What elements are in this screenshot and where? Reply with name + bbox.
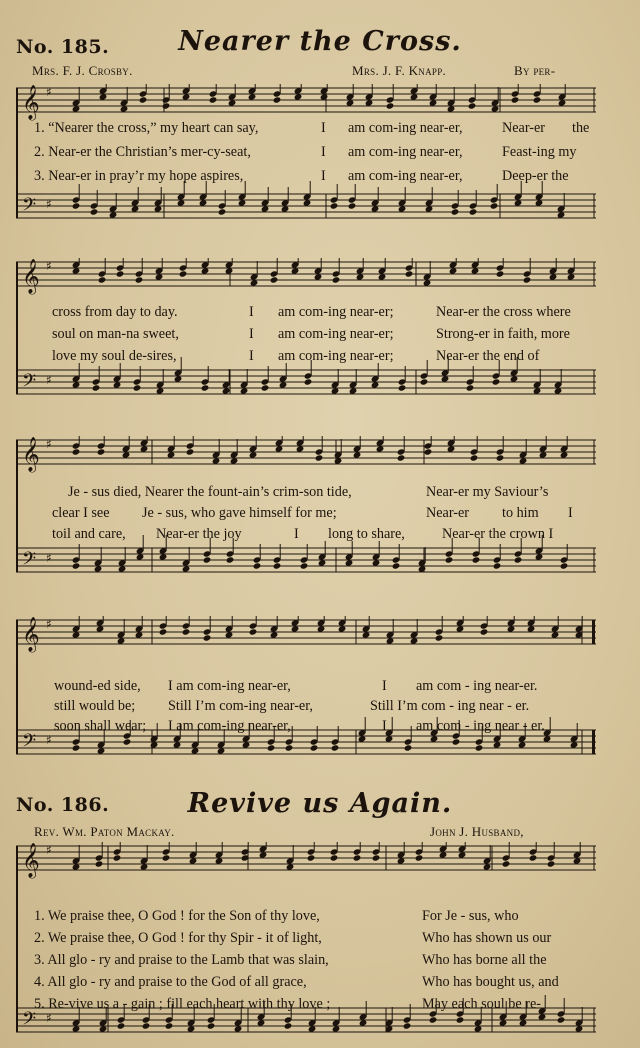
lyric-segment: am com-ing near-er;: [278, 326, 394, 342]
lyric-segment: Near-er: [502, 120, 546, 136]
composer-credit: Mrs. J. F. Knapp.: [352, 63, 447, 78]
lyric-segment: Deep-er the: [502, 168, 569, 184]
lyric-segment: cross from day to day.: [52, 304, 178, 320]
lyric-line: [16, 718, 596, 736]
lyric-segment: Who has borne all the: [422, 952, 547, 968]
lyric-segment: am com-ing near-er,: [348, 144, 463, 160]
sharp-icon: ♯: [46, 85, 52, 99]
lyric-segment: am com - ing near - er.: [416, 718, 545, 734]
lyric-segment: I: [321, 120, 326, 136]
lyric-segment: Still I’m com - ing near - er.: [370, 698, 530, 714]
lyric-segment: am com-ing near-er;: [278, 304, 394, 320]
lyric-segment: Still I’m com-ing near-er,: [168, 698, 313, 714]
music-system-1: [16, 84, 596, 224]
sharp-icon: ♯: [46, 617, 52, 631]
sharp-icon: ♯: [46, 733, 52, 747]
lyric-line: [16, 952, 596, 970]
lyric-segment: soon shall wear;: [54, 718, 147, 734]
lyric-segment: 4. All glo - ry and praise to the God of all grace,: [34, 974, 307, 990]
hymn-title: Nearer the Cross.: [178, 26, 462, 57]
bass-clef-icon: 𝄢: [22, 371, 37, 396]
lyric-segment: am com-ing near-er,: [348, 120, 463, 136]
lyric-segment: toil and care,: [52, 526, 126, 542]
lyric-segment: clear I see: [52, 505, 110, 521]
lyric-segment: Who has shown us our: [422, 930, 552, 946]
lyric-segment: to him: [502, 505, 539, 521]
sharp-icon: ♯: [46, 437, 52, 451]
lyric-segment: May each soul be re-: [422, 996, 541, 1012]
lyric-line: [16, 505, 596, 523]
treble-clef-icon: 𝄞: [22, 259, 40, 294]
lyric-segment: I am com-ing near-er,: [168, 718, 291, 734]
lyric-line: [16, 526, 596, 544]
treble-clef-icon: 𝄞: [22, 85, 40, 120]
hymn-186-header: [0, 786, 640, 826]
lyric-segment: Near-er the cross where: [436, 304, 571, 320]
music-system-2: [16, 258, 596, 408]
lyric-segment: long to share,: [328, 526, 405, 542]
sharp-icon: ♯: [46, 1011, 52, 1025]
sharp-icon: ♯: [46, 259, 52, 273]
lyric-line: [16, 698, 596, 716]
treble-clef-icon: 𝄞: [22, 617, 40, 652]
lyric-segment: love my soul de-sires,: [52, 348, 177, 364]
lyric-segment: For Je - sus, who: [422, 908, 519, 924]
lyric-segment: I: [249, 326, 254, 342]
lyric-segment: 1. We praise thee, O God ! for the Son of thy love,: [34, 908, 320, 924]
music-system-4: [16, 616, 596, 766]
lyric-segment: Near-er the end of: [436, 348, 540, 364]
lyric-segment: Near-er my Saviour’s: [426, 484, 549, 500]
lyric-segment: soul on man-na sweet,: [52, 326, 179, 342]
author-credit: Rev. Wm. Paton Mackay.: [34, 824, 175, 839]
lyric-segment: 1. “Nearer the cross,” my heart can say,: [34, 120, 259, 136]
lyric-segment: Near-er: [426, 505, 470, 521]
lyric-line: [16, 678, 596, 696]
lyric-line: [16, 908, 596, 926]
lyric-segment: 3. Near-er in pray’r my hope aspires,: [34, 168, 244, 184]
lyric-segment: 2. We praise thee, O God ! for thy Spir - it of light,: [34, 930, 322, 946]
lyric-segment: the: [572, 120, 590, 136]
lyric-line: [16, 348, 596, 366]
hymn-number: No. 186.: [16, 794, 110, 816]
lyric-segment: Strong-er in faith, more: [436, 326, 570, 342]
treble-clef-icon: 𝄞: [22, 437, 40, 472]
lyric-line: [16, 326, 596, 344]
hymn-title: Revive us Again.: [187, 788, 453, 819]
lyric-segment: Feast-ing my: [502, 144, 577, 160]
composer-credit: John J. Husband,: [430, 824, 524, 839]
lyric-segment: I: [249, 348, 254, 364]
lyric-segment: I: [249, 304, 254, 320]
lyric-segment: Near-er the crown I: [442, 526, 554, 542]
lyric-segment: 2. Near-er the Christian’s mer-cy-seat,: [34, 144, 251, 160]
lyric-line: [16, 120, 596, 138]
lyric-line: [16, 930, 596, 948]
lyric-segment: Who has bought us, and: [422, 974, 559, 990]
author-credit: Mrs. F. J. Crosby.: [32, 63, 133, 78]
lyric-segment: 3. All glo - ry and praise to the Lamb that was slain,: [34, 952, 329, 968]
bass-clef-icon: 𝄢: [22, 549, 37, 574]
permission-note: By per-: [514, 63, 556, 78]
lyric-line: [16, 996, 596, 1014]
lyric-segment: I: [568, 505, 573, 521]
lyric-line: [16, 168, 596, 186]
lyric-segment: I: [294, 526, 299, 542]
music-system-5: [16, 842, 596, 1048]
bass-clef-icon: 𝄢: [22, 195, 37, 220]
lyric-line: [16, 304, 596, 322]
lyric-segment: am com - ing near-er.: [416, 678, 538, 694]
lyric-segment: I: [321, 144, 326, 160]
lyric-segment: I am com-ing near-er,: [168, 678, 291, 694]
lyric-line: [16, 144, 596, 162]
hymn-185-header: [0, 24, 640, 64]
lyric-segment: wound-ed side,: [54, 678, 141, 694]
sharp-icon: ♯: [46, 551, 52, 565]
sharp-icon: ♯: [46, 373, 52, 387]
hymn-number: No. 185.: [16, 36, 110, 58]
bass-clef-icon: 𝄢: [22, 1009, 37, 1034]
music-system-3: [16, 436, 596, 586]
sharp-icon: ♯: [46, 197, 52, 211]
lyric-line: [16, 484, 596, 502]
lyric-segment: I: [321, 168, 326, 184]
lyric-segment: am com-ing near-er,: [348, 168, 463, 184]
lyric-segment: I: [382, 678, 387, 694]
lyric-segment: Near-er the joy: [156, 526, 242, 542]
treble-clef-icon: 𝄞: [22, 843, 40, 878]
lyric-segment: still would be;: [54, 698, 136, 714]
lyric-segment: I: [382, 718, 387, 734]
lyric-segment: Je - sus, who gave himself for me;: [142, 505, 337, 521]
lyric-line: [16, 974, 596, 992]
lyric-segment: 5. Re-vive us a - gain ; fill each heart with thy love ;: [34, 996, 331, 1012]
sharp-icon: ♯: [46, 843, 52, 857]
lyric-segment: Je - sus died, Nearer the fount-ain’s crim-son tide,: [68, 484, 352, 500]
bass-clef-icon: 𝄢: [22, 731, 37, 756]
lyric-segment: am com-ing near-er;: [278, 348, 394, 364]
